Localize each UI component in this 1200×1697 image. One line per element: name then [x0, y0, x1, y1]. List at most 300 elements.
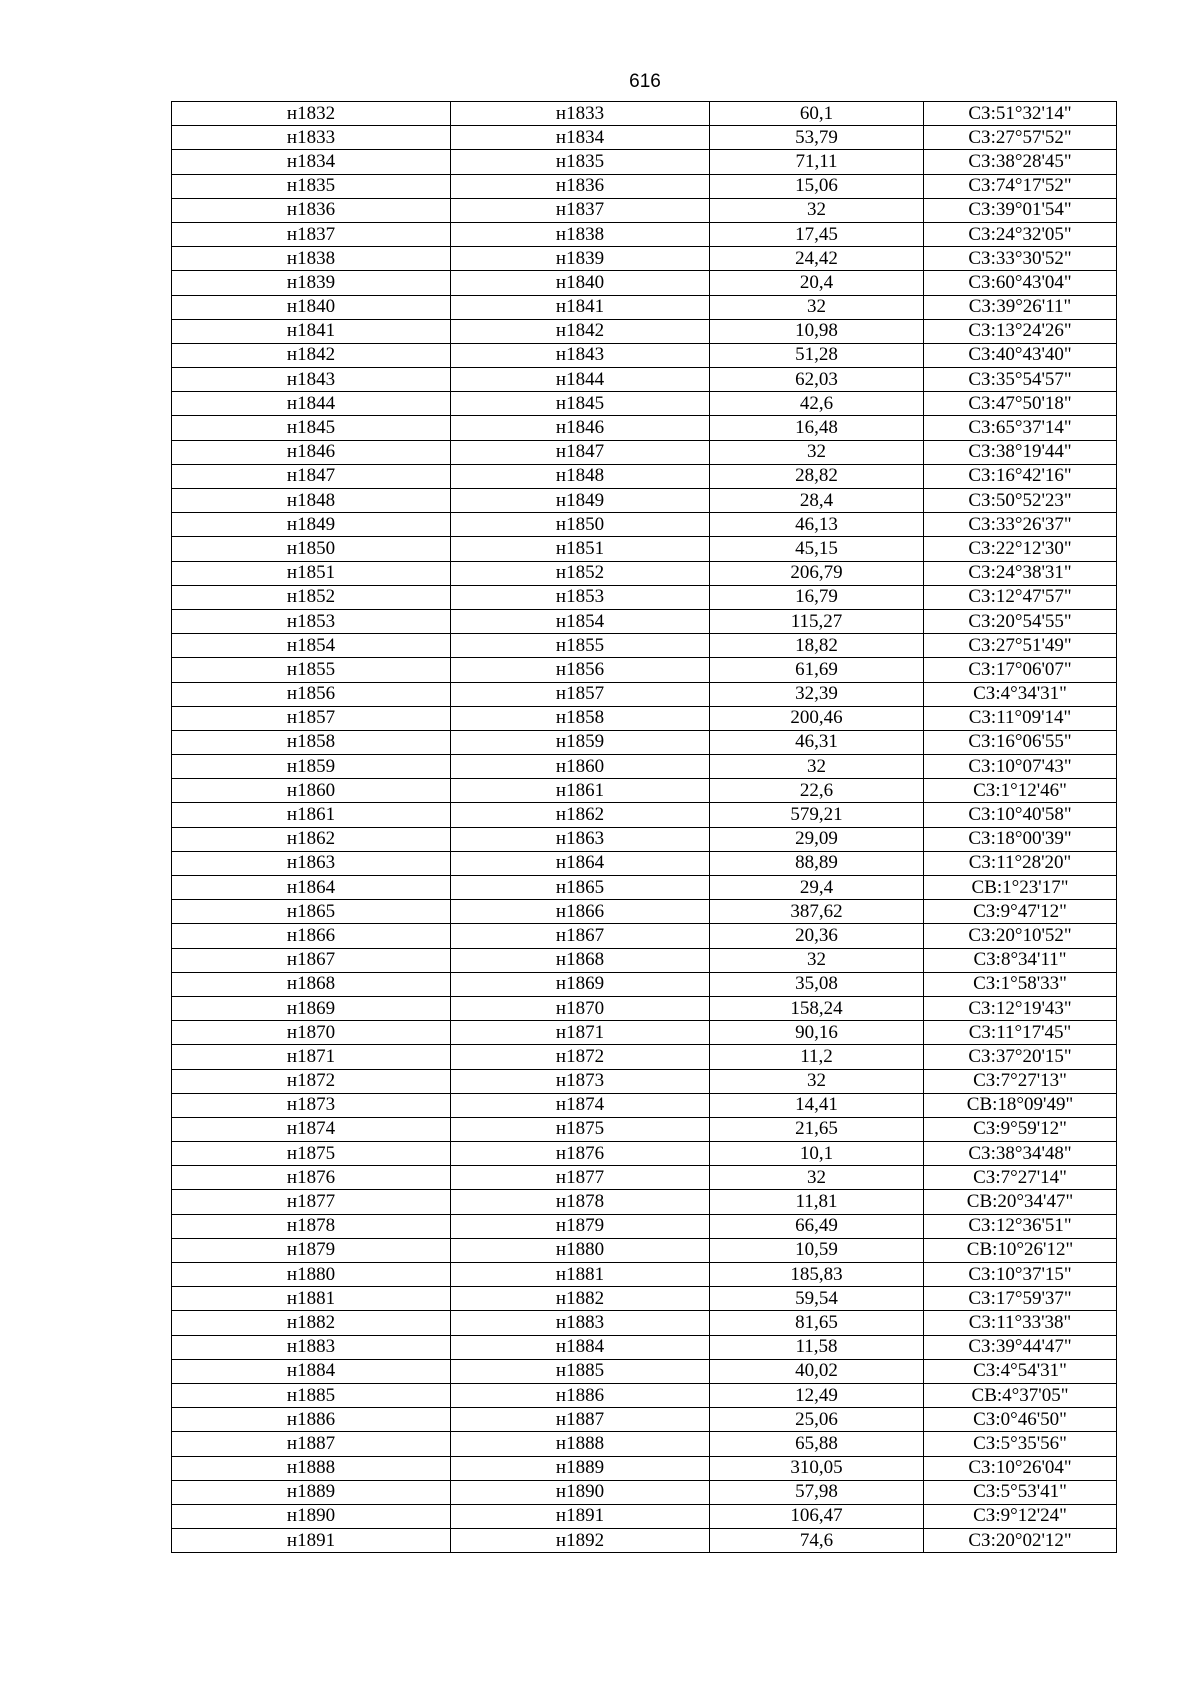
- distance-cell: 32: [710, 198, 924, 222]
- distance-cell: 10,1: [710, 1142, 924, 1166]
- from-point-cell: н1859: [172, 755, 451, 779]
- from-point-cell: н1861: [172, 803, 451, 827]
- from-point-cell: н1882: [172, 1311, 451, 1335]
- distance-cell: 16,79: [710, 585, 924, 609]
- table-row: [172, 658, 1117, 682]
- from-point-cell: н1888: [172, 1456, 451, 1480]
- from-point-cell: н1858: [172, 730, 451, 754]
- distance-cell: 158,24: [710, 996, 924, 1020]
- to-point-cell: н1855: [451, 634, 710, 658]
- table-row: [172, 1069, 1117, 1093]
- from-point-cell: н1889: [172, 1480, 451, 1504]
- from-point-cell: н1855: [172, 658, 451, 682]
- bearing-cell: СЗ:9°47'12": [924, 900, 1117, 924]
- distance-cell: 16,48: [710, 416, 924, 440]
- distance-cell: 22,6: [710, 779, 924, 803]
- from-point-cell: н1848: [172, 489, 451, 513]
- bearing-cell: СЗ:74°17'52": [924, 174, 1117, 198]
- distance-cell: 32: [710, 755, 924, 779]
- from-point-cell: н1853: [172, 609, 451, 633]
- table-row: [172, 1238, 1117, 1262]
- table-row: [172, 900, 1117, 924]
- table-row: [172, 489, 1117, 513]
- bearing-cell: СЗ:1°12'46": [924, 779, 1117, 803]
- from-point-cell: н1881: [172, 1287, 451, 1311]
- distance-cell: 28,82: [710, 464, 924, 488]
- bearing-cell: СВ:20°34'47": [924, 1190, 1117, 1214]
- table-row: [172, 392, 1117, 416]
- from-point-cell: н1879: [172, 1238, 451, 1262]
- to-point-cell: н1861: [451, 779, 710, 803]
- bearing-cell: СВ:18°09'49": [924, 1093, 1117, 1117]
- from-point-cell: н1857: [172, 706, 451, 730]
- to-point-cell: н1857: [451, 682, 710, 706]
- to-point-cell: н1869: [451, 972, 710, 996]
- from-point-cell: н1841: [172, 319, 451, 343]
- table-row: [172, 513, 1117, 537]
- bearing-cell: СЗ:0°46'50": [924, 1408, 1117, 1432]
- from-point-cell: н1835: [172, 174, 451, 198]
- table-row: [172, 222, 1117, 246]
- to-point-cell: н1843: [451, 343, 710, 367]
- table-row: [172, 1480, 1117, 1504]
- bearing-cell: СЗ:35°54'57": [924, 368, 1117, 392]
- distance-cell: 66,49: [710, 1214, 924, 1238]
- from-point-cell: н1863: [172, 851, 451, 875]
- table-row: [172, 1263, 1117, 1287]
- from-point-cell: н1868: [172, 972, 451, 996]
- table-row: [172, 876, 1117, 900]
- distance-cell: 46,13: [710, 513, 924, 537]
- table-row: [172, 464, 1117, 488]
- to-point-cell: н1878: [451, 1190, 710, 1214]
- from-point-cell: н1874: [172, 1117, 451, 1141]
- distance-cell: 32: [710, 948, 924, 972]
- to-point-cell: н1888: [451, 1432, 710, 1456]
- distance-cell: 579,21: [710, 803, 924, 827]
- distance-cell: 18,82: [710, 634, 924, 658]
- distance-cell: 11,58: [710, 1335, 924, 1359]
- to-point-cell: н1879: [451, 1214, 710, 1238]
- table-row: [172, 1311, 1117, 1335]
- bearing-cell: СЗ:10°40'58": [924, 803, 1117, 827]
- bearing-cell: СЗ:20°02'12": [924, 1529, 1117, 1553]
- table-row: [172, 1214, 1117, 1238]
- to-point-cell: н1867: [451, 924, 710, 948]
- from-point-cell: н1880: [172, 1263, 451, 1287]
- table-row: [172, 585, 1117, 609]
- table-row: [172, 1335, 1117, 1359]
- table-row: [172, 803, 1117, 827]
- distance-cell: 15,06: [710, 174, 924, 198]
- from-point-cell: н1887: [172, 1432, 451, 1456]
- to-point-cell: н1838: [451, 222, 710, 246]
- table-row: [172, 368, 1117, 392]
- from-point-cell: н1876: [172, 1166, 451, 1190]
- to-point-cell: н1886: [451, 1383, 710, 1407]
- table-row: [172, 126, 1117, 150]
- from-point-cell: н1852: [172, 585, 451, 609]
- bearing-cell: СЗ:24°38'31": [924, 561, 1117, 585]
- bearing-cell: СЗ:1°58'33": [924, 972, 1117, 996]
- distance-cell: 12,49: [710, 1383, 924, 1407]
- bearing-cell: СЗ:38°28'45": [924, 150, 1117, 174]
- from-point-cell: н1850: [172, 537, 451, 561]
- to-point-cell: н1864: [451, 851, 710, 875]
- table-row: [172, 295, 1117, 319]
- to-point-cell: н1856: [451, 658, 710, 682]
- table-row: [172, 247, 1117, 271]
- distance-cell: 32: [710, 1069, 924, 1093]
- table-row: [172, 948, 1117, 972]
- distance-cell: 20,4: [710, 271, 924, 295]
- to-point-cell: н1881: [451, 1263, 710, 1287]
- bearing-cell: СВ:10°26'12": [924, 1238, 1117, 1262]
- distance-cell: 35,08: [710, 972, 924, 996]
- bearing-cell: СЗ:20°54'55": [924, 609, 1117, 633]
- distance-cell: 46,31: [710, 730, 924, 754]
- table-row: [172, 1432, 1117, 1456]
- distance-cell: 387,62: [710, 900, 924, 924]
- distance-cell: 61,69: [710, 658, 924, 682]
- distance-cell: 106,47: [710, 1504, 924, 1528]
- table-row: [172, 1021, 1117, 1045]
- from-point-cell: н1845: [172, 416, 451, 440]
- bearing-cell: СЗ:33°30'52": [924, 247, 1117, 271]
- distance-cell: 65,88: [710, 1432, 924, 1456]
- table-row: [172, 1408, 1117, 1432]
- table-row: [172, 972, 1117, 996]
- bearing-cell: СЗ:7°27'13": [924, 1069, 1117, 1093]
- distance-cell: 20,36: [710, 924, 924, 948]
- to-point-cell: н1839: [451, 247, 710, 271]
- from-point-cell: н1872: [172, 1069, 451, 1093]
- distance-cell: 71,11: [710, 150, 924, 174]
- distance-cell: 11,2: [710, 1045, 924, 1069]
- to-point-cell: н1870: [451, 996, 710, 1020]
- distance-cell: 21,65: [710, 1117, 924, 1141]
- table-row: [172, 730, 1117, 754]
- bearing-cell: СЗ:11°09'14": [924, 706, 1117, 730]
- bearing-cell: СЗ:24°32'05": [924, 222, 1117, 246]
- distance-cell: 32: [710, 440, 924, 464]
- bearing-cell: СЗ:47°50'18": [924, 392, 1117, 416]
- from-point-cell: н1843: [172, 368, 451, 392]
- table-row: [172, 1142, 1117, 1166]
- to-point-cell: н1876: [451, 1142, 710, 1166]
- to-point-cell: н1874: [451, 1093, 710, 1117]
- from-point-cell: н1878: [172, 1214, 451, 1238]
- from-point-cell: н1877: [172, 1190, 451, 1214]
- to-point-cell: н1871: [451, 1021, 710, 1045]
- table-body: [172, 102, 1117, 1553]
- distance-cell: 90,16: [710, 1021, 924, 1045]
- bearing-cell: СЗ:7°27'14": [924, 1166, 1117, 1190]
- distance-cell: 42,6: [710, 392, 924, 416]
- bearing-cell: СЗ:27°57'52": [924, 126, 1117, 150]
- distance-cell: 11,81: [710, 1190, 924, 1214]
- bearing-cell: СЗ:39°44'47": [924, 1335, 1117, 1359]
- table-row: [172, 416, 1117, 440]
- bearing-cell: СЗ:51°32'14": [924, 102, 1117, 126]
- distance-cell: 32: [710, 295, 924, 319]
- bearing-cell: СЗ:9°59'12": [924, 1117, 1117, 1141]
- from-point-cell: н1854: [172, 634, 451, 658]
- to-point-cell: н1848: [451, 464, 710, 488]
- distance-cell: 74,6: [710, 1529, 924, 1553]
- table-row: [172, 198, 1117, 222]
- table-row: [172, 1117, 1117, 1141]
- to-point-cell: н1865: [451, 876, 710, 900]
- bearing-cell: СЗ:10°26'04": [924, 1456, 1117, 1480]
- to-point-cell: н1884: [451, 1335, 710, 1359]
- bearing-cell: СЗ:22°12'30": [924, 537, 1117, 561]
- bearing-cell: СЗ:4°34'31": [924, 682, 1117, 706]
- from-point-cell: н1846: [172, 440, 451, 464]
- bearing-cell: СЗ:39°01'54": [924, 198, 1117, 222]
- from-point-cell: н1836: [172, 198, 451, 222]
- from-point-cell: н1890: [172, 1504, 451, 1528]
- table-row: [172, 779, 1117, 803]
- from-point-cell: н1886: [172, 1408, 451, 1432]
- distance-cell: 200,46: [710, 706, 924, 730]
- bearing-cell: СЗ:16°42'16": [924, 464, 1117, 488]
- to-point-cell: н1842: [451, 319, 710, 343]
- bearing-cell: СЗ:10°37'15": [924, 1263, 1117, 1287]
- to-point-cell: н1885: [451, 1359, 710, 1383]
- table-row: [172, 755, 1117, 779]
- bearing-cell: СЗ:11°17'45": [924, 1021, 1117, 1045]
- bearing-cell: СЗ:60°43'04": [924, 271, 1117, 295]
- to-point-cell: н1847: [451, 440, 710, 464]
- table-row: [172, 1166, 1117, 1190]
- from-point-cell: н1832: [172, 102, 451, 126]
- bearing-cell: СЗ:10°07'43": [924, 755, 1117, 779]
- bearing-cell: СЗ:9°12'24": [924, 1504, 1117, 1528]
- bearing-cell: СЗ:13°24'26": [924, 319, 1117, 343]
- table-row: [172, 102, 1117, 126]
- to-point-cell: н1849: [451, 489, 710, 513]
- distance-cell: 51,28: [710, 343, 924, 367]
- table-row: [172, 706, 1117, 730]
- to-point-cell: н1891: [451, 1504, 710, 1528]
- from-point-cell: н1883: [172, 1335, 451, 1359]
- table-row: [172, 150, 1117, 174]
- to-point-cell: н1883: [451, 1311, 710, 1335]
- from-point-cell: н1866: [172, 924, 451, 948]
- table-row: [172, 537, 1117, 561]
- table-row: [172, 1456, 1117, 1480]
- from-point-cell: н1837: [172, 222, 451, 246]
- from-point-cell: н1844: [172, 392, 451, 416]
- distance-cell: 81,65: [710, 1311, 924, 1335]
- to-point-cell: н1866: [451, 900, 710, 924]
- page-number: 616: [629, 71, 661, 92]
- table-row: [172, 851, 1117, 875]
- from-point-cell: н1884: [172, 1359, 451, 1383]
- boundary-points-table: [171, 101, 1117, 1553]
- table-row: [172, 682, 1117, 706]
- from-point-cell: н1849: [172, 513, 451, 537]
- distance-cell: 14,41: [710, 1093, 924, 1117]
- to-point-cell: н1837: [451, 198, 710, 222]
- to-point-cell: н1863: [451, 827, 710, 851]
- distance-cell: 53,79: [710, 126, 924, 150]
- to-point-cell: н1835: [451, 150, 710, 174]
- bearing-cell: СЗ:4°54'31": [924, 1359, 1117, 1383]
- from-point-cell: н1885: [172, 1383, 451, 1407]
- to-point-cell: н1875: [451, 1117, 710, 1141]
- bearing-cell: СЗ:8°34'11": [924, 948, 1117, 972]
- from-point-cell: н1870: [172, 1021, 451, 1045]
- distance-cell: 40,02: [710, 1359, 924, 1383]
- bearing-cell: СЗ:27°51'49": [924, 634, 1117, 658]
- from-point-cell: н1862: [172, 827, 451, 851]
- from-point-cell: н1839: [172, 271, 451, 295]
- table-row: [172, 174, 1117, 198]
- from-point-cell: н1864: [172, 876, 451, 900]
- to-point-cell: н1851: [451, 537, 710, 561]
- table-row: [172, 827, 1117, 851]
- bearing-cell: СЗ:11°33'38": [924, 1311, 1117, 1335]
- table-row: [172, 1529, 1117, 1553]
- from-point-cell: н1869: [172, 996, 451, 1020]
- distance-cell: 29,4: [710, 876, 924, 900]
- from-point-cell: н1860: [172, 779, 451, 803]
- to-point-cell: н1872: [451, 1045, 710, 1069]
- to-point-cell: н1860: [451, 755, 710, 779]
- to-point-cell: н1846: [451, 416, 710, 440]
- distance-cell: 28,4: [710, 489, 924, 513]
- to-point-cell: н1892: [451, 1529, 710, 1553]
- bearing-cell: СЗ:38°19'44": [924, 440, 1117, 464]
- bearing-cell: СЗ:12°47'57": [924, 585, 1117, 609]
- table-row: [172, 1359, 1117, 1383]
- table-row: [172, 634, 1117, 658]
- distance-cell: 17,45: [710, 222, 924, 246]
- bearing-cell: СЗ:16°06'55": [924, 730, 1117, 754]
- distance-cell: 32: [710, 1166, 924, 1190]
- to-point-cell: н1852: [451, 561, 710, 585]
- table-row: [172, 1045, 1117, 1069]
- table-row: [172, 1383, 1117, 1407]
- from-point-cell: н1865: [172, 900, 451, 924]
- to-point-cell: н1833: [451, 102, 710, 126]
- to-point-cell: н1880: [451, 1238, 710, 1262]
- table-row: [172, 1287, 1117, 1311]
- distance-cell: 10,59: [710, 1238, 924, 1262]
- to-point-cell: н1862: [451, 803, 710, 827]
- bearing-cell: СВ:4°37'05": [924, 1383, 1117, 1407]
- distance-cell: 60,1: [710, 102, 924, 126]
- to-point-cell: н1882: [451, 1287, 710, 1311]
- table-row: [172, 1504, 1117, 1528]
- to-point-cell: н1834: [451, 126, 710, 150]
- bearing-cell: СЗ:33°26'37": [924, 513, 1117, 537]
- from-point-cell: н1867: [172, 948, 451, 972]
- to-point-cell: н1868: [451, 948, 710, 972]
- to-point-cell: н1890: [451, 1480, 710, 1504]
- bearing-cell: СЗ:40°43'40": [924, 343, 1117, 367]
- from-point-cell: н1840: [172, 295, 451, 319]
- table-row: [172, 996, 1117, 1020]
- distance-cell: 57,98: [710, 1480, 924, 1504]
- from-point-cell: н1891: [172, 1529, 451, 1553]
- table-row: [172, 1093, 1117, 1117]
- from-point-cell: н1856: [172, 682, 451, 706]
- bearing-cell: СЗ:18°00'39": [924, 827, 1117, 851]
- to-point-cell: н1858: [451, 706, 710, 730]
- to-point-cell: н1850: [451, 513, 710, 537]
- bearing-cell: СЗ:11°28'20": [924, 851, 1117, 875]
- to-point-cell: н1873: [451, 1069, 710, 1093]
- table-row: [172, 343, 1117, 367]
- distance-cell: 115,27: [710, 609, 924, 633]
- bearing-cell: СЗ:65°37'14": [924, 416, 1117, 440]
- bearing-cell: СЗ:5°53'41": [924, 1480, 1117, 1504]
- to-point-cell: н1844: [451, 368, 710, 392]
- table-row: [172, 609, 1117, 633]
- distance-cell: 29,09: [710, 827, 924, 851]
- to-point-cell: н1877: [451, 1166, 710, 1190]
- distance-cell: 59,54: [710, 1287, 924, 1311]
- to-point-cell: н1840: [451, 271, 710, 295]
- distance-cell: 185,83: [710, 1263, 924, 1287]
- from-point-cell: н1851: [172, 561, 451, 585]
- distance-cell: 24,42: [710, 247, 924, 271]
- table-row: [172, 271, 1117, 295]
- to-point-cell: н1889: [451, 1456, 710, 1480]
- bearing-cell: СЗ:5°35'56": [924, 1432, 1117, 1456]
- distance-cell: 310,05: [710, 1456, 924, 1480]
- distance-cell: 25,06: [710, 1408, 924, 1432]
- bearing-cell: СЗ:12°19'43": [924, 996, 1117, 1020]
- to-point-cell: н1887: [451, 1408, 710, 1432]
- distance-cell: 45,15: [710, 537, 924, 561]
- distance-cell: 88,89: [710, 851, 924, 875]
- from-point-cell: н1833: [172, 126, 451, 150]
- bearing-cell: СЗ:50°52'23": [924, 489, 1117, 513]
- from-point-cell: н1842: [172, 343, 451, 367]
- table-row: [172, 924, 1117, 948]
- from-point-cell: н1834: [172, 150, 451, 174]
- bearing-cell: СЗ:17°06'07": [924, 658, 1117, 682]
- bearing-cell: СЗ:38°34'48": [924, 1142, 1117, 1166]
- to-point-cell: н1841: [451, 295, 710, 319]
- from-point-cell: н1838: [172, 247, 451, 271]
- to-point-cell: н1845: [451, 392, 710, 416]
- to-point-cell: н1859: [451, 730, 710, 754]
- table-row: [172, 561, 1117, 585]
- distance-cell: 10,98: [710, 319, 924, 343]
- table-row: [172, 319, 1117, 343]
- bearing-cell: СЗ:12°36'51": [924, 1214, 1117, 1238]
- distance-cell: 32,39: [710, 682, 924, 706]
- to-point-cell: н1854: [451, 609, 710, 633]
- bearing-cell: СЗ:17°59'37": [924, 1287, 1117, 1311]
- distance-cell: 62,03: [710, 368, 924, 392]
- bearing-cell: СЗ:39°26'11": [924, 295, 1117, 319]
- bearing-cell: СЗ:37°20'15": [924, 1045, 1117, 1069]
- bearing-cell: СЗ:20°10'52": [924, 924, 1117, 948]
- distance-cell: 206,79: [710, 561, 924, 585]
- from-point-cell: н1871: [172, 1045, 451, 1069]
- from-point-cell: н1847: [172, 464, 451, 488]
- table-row: [172, 440, 1117, 464]
- from-point-cell: н1873: [172, 1093, 451, 1117]
- from-point-cell: н1875: [172, 1142, 451, 1166]
- bearing-cell: СВ:1°23'17": [924, 876, 1117, 900]
